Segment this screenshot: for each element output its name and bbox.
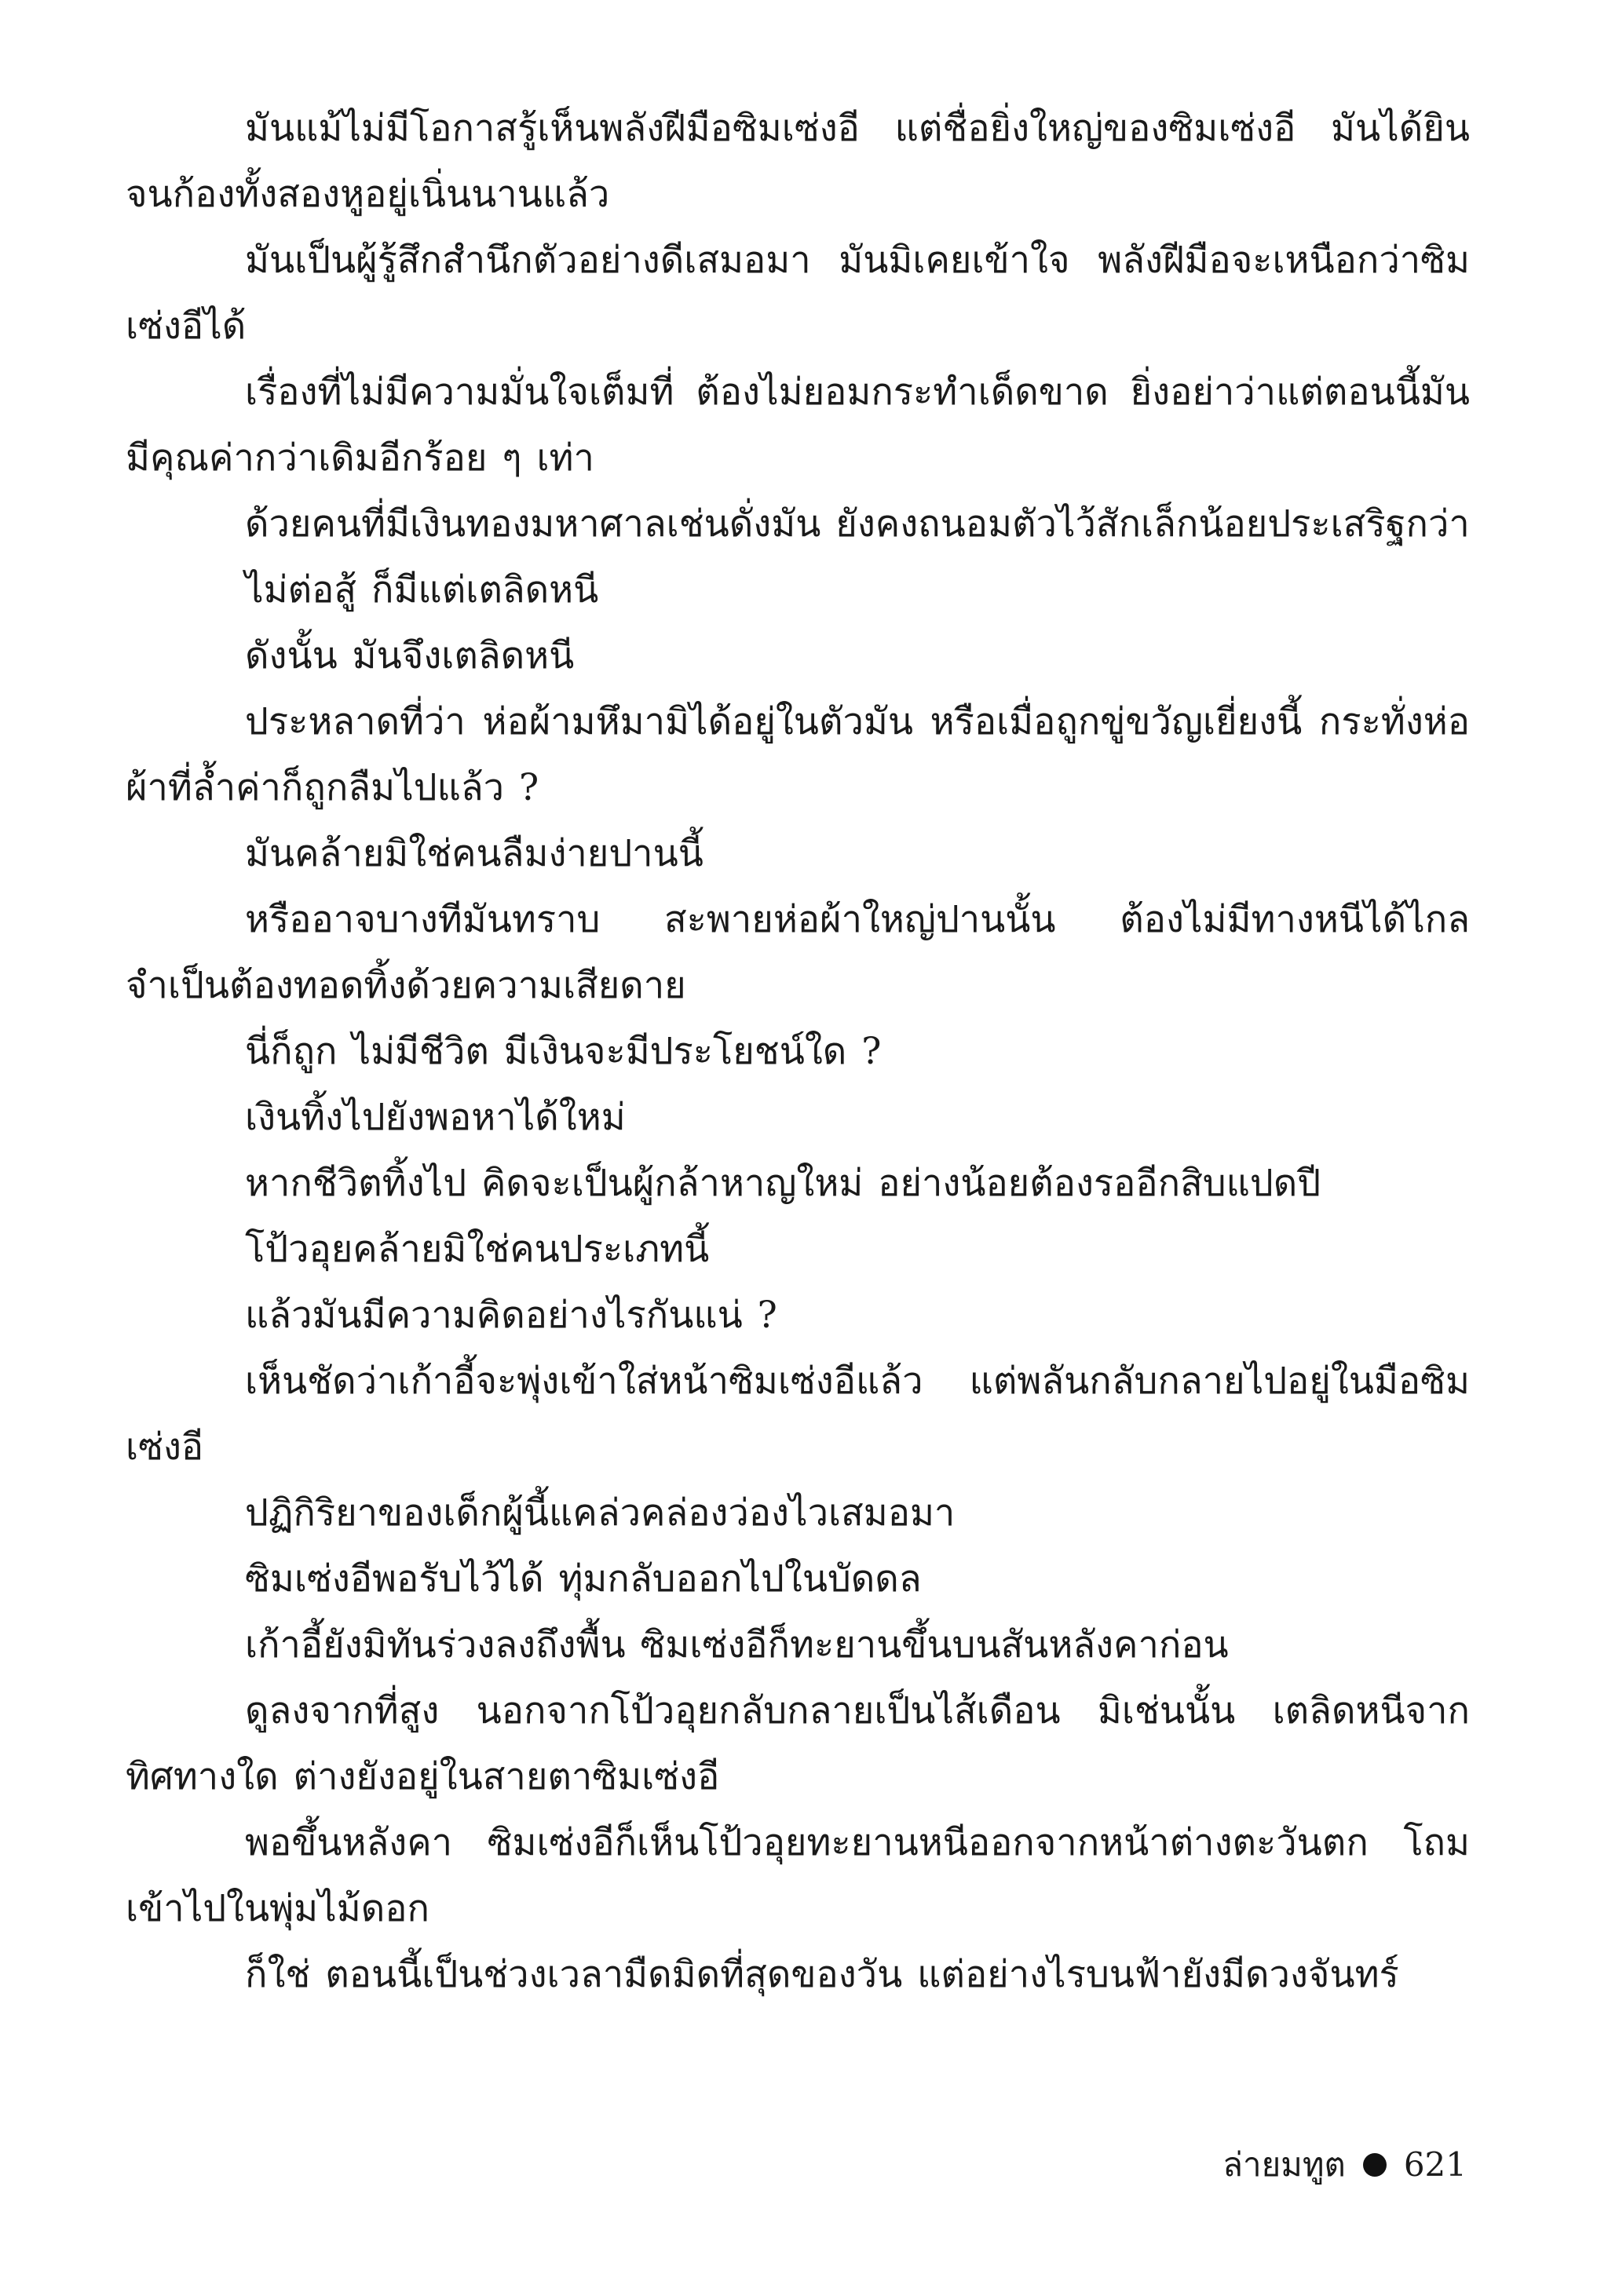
paragraph: เรื่องที่ไม่มีความมั่นใจเต็มที่ ต้องไม่ยอมกระทำเด็ดขาด ยิ่งอย่าว่าแต่ตอนนี้มันมีคุณค่ากว่าเดิมอีกร้อย ๆ เท่า: [126, 370, 1470, 480]
paragraph: เห็นชัดว่าเก้าอี้จะพุ่งเข้าใส่หน้าซิมเซ่งอีแล้ว แต่พลันกลับกลายไปอยู่ในมือซิมเซ่งอี: [126, 1360, 1470, 1469]
book-title: ล่ายมทูต: [1222, 2145, 1346, 2184]
paragraph: ประหลาดที่ว่า ห่อผ้ามหึมามิได้อยู่ในตัวมัน หรือเมื่อถูกขู่ขวัญเยี่ยงนี้ กระทั่งห่อผ้าที่ล้ำค่าก็ถูกลืมไปแล้ว ?: [126, 700, 1470, 809]
paragraph: ปฏิกิริยาของเด็กผู้นี้แคล่วคล่องว่องไวเสมอมา: [245, 1491, 956, 1535]
paragraph: มันแม้ไม่มีโอกาสรู้เห็นพลังฝีมือซิมเซ่งอี แต่ชื่อยิ่งใหญ่ของซิมเซ่งอี มันได้ยินจนก้องทั้งสองหูอยู่เนิ่นนานแล้ว: [126, 107, 1470, 216]
paragraph: พอขึ้นหลังคา ซิมเซ่งอีก็เห็นโป้วอุยทะยานหนีออกจากหน้าต่างตะวันตก โถมเข้าไปในพุ่มไม้ดอก: [126, 1821, 1470, 1930]
paragraph: หากชีวิตทิ้งไป คิดจะเป็นผู้กล้าหาญใหม่ อย่างน้อยต้องรออีกสิบแปดปี: [245, 1162, 1321, 1205]
paragraph: ดังนั้น มันจึงเตลิดหนี: [245, 634, 575, 677]
paragraph: นี่ก็ถูก ไม่มีชีวิต มีเงินจะมีประโยชน์ใด ?: [245, 1030, 882, 1073]
paragraph: ก็ใช่ ตอนนี้เป็นช่วงเวลามืดมิดที่สุดของวัน แต่อย่างไรบนฟ้ายังมีดวงจันทร์: [245, 1953, 1399, 1996]
paragraph: แล้วมันมีความคิดอย่างไรกันแน่ ?: [245, 1294, 777, 1337]
paragraph: หรืออาจบางทีมันทราบ สะพายห่อผ้าใหญ่ปานนั้น ต้องไม่มีทางหนีได้ไกล จำเป็นต้องทอดทิ้งด้วยความเสียดาย: [126, 898, 1470, 1007]
paragraph: โป้วอุยคล้ายมิใช่คนประเภทนี้: [245, 1228, 710, 1271]
paragraph: มันคล้ายมิใช่คนลืมง่ายปานนี้: [245, 832, 704, 875]
paragraph: ด้วยคนที่มีเงินทองมหาศาลเช่นดั่งมัน ยังคงถนอมตัวไว้สักเล็กน้อยประเสริฐกว่า: [245, 502, 1470, 546]
page-number: 621: [1403, 2145, 1467, 2184]
page-footer: [1222, 2141, 1467, 2188]
body-text: [126, 96, 1470, 2008]
paragraph: มันเป็นผู้รู้สึกสำนึกตัวอย่างดีเสมอมา มันมิเคยเข้าใจ พลังฝีมือจะเหนือกว่าซิมเซ่งอีได้: [126, 239, 1470, 348]
bullet-icon: [1363, 2153, 1387, 2177]
paragraph: เงินทิ้งไปยังพอหาได้ใหม่: [245, 1096, 626, 1139]
paragraph: เก้าอี้ยังมิทันร่วงลงถึงพื้น ซิมเซ่งอีก็ทะยานขึ้นบนสันหลังคาก่อน: [245, 1623, 1229, 1666]
paragraph: ซิมเซ่งอีพอรับไว้ได้ ทุ่มกลับออกไปในบัดดล: [245, 1557, 922, 1601]
paragraph: ไม่ต่อสู้ ก็มีแต่เตลิดหนี: [245, 568, 599, 611]
paragraph: ดูลงจากที่สูง นอกจากโป้วอุยกลับกลายเป็นไส้เดือน มิเช่นนั้น เตลิดหนีจากทิศทางใด ต่างยังอยู่ในสายตาซิมเซ่งอี: [126, 1689, 1470, 1798]
